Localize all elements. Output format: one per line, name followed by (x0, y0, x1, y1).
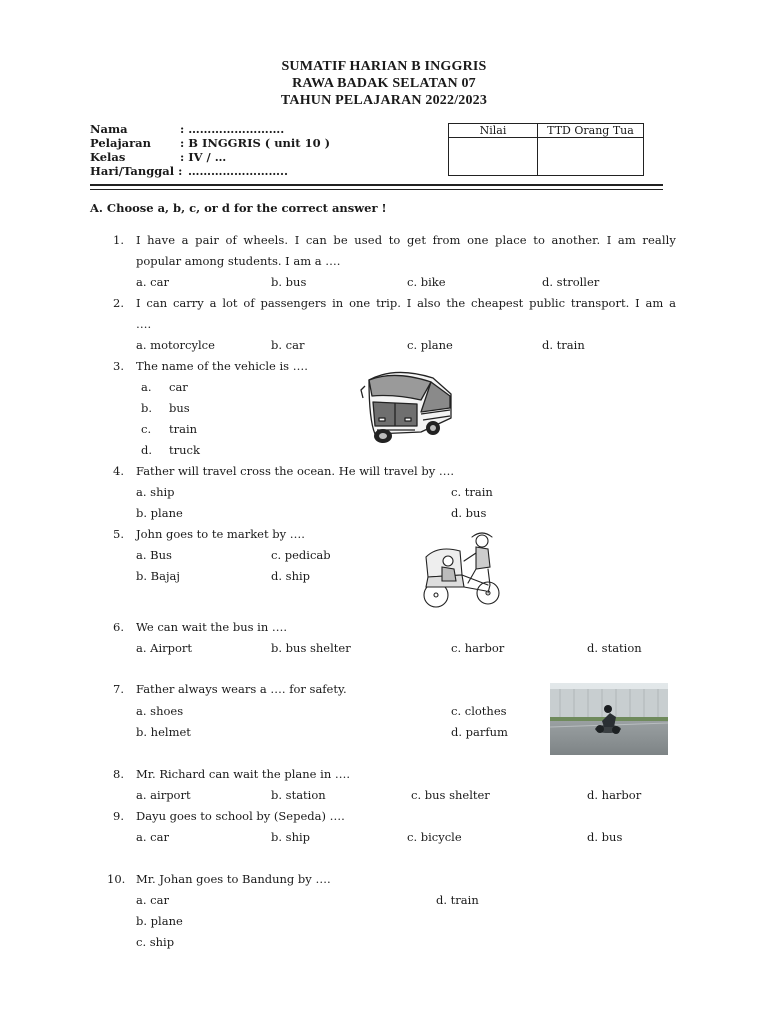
q7-number: 7. (113, 682, 124, 696)
q1-text: I have a pair of wheels. I can be used to get from one place to another. I am really (136, 233, 676, 247)
q10-option-a[interactable]: a. car (136, 893, 169, 907)
q5-option-c[interactable]: c. pedicab (271, 548, 331, 562)
q2-option-c[interactable]: c. plane (407, 338, 453, 352)
title-line-1: SUMATIF HARIAN B INGGRIS (281, 59, 487, 74)
q3-option-c[interactable]: train (169, 422, 198, 436)
q8-number: 8. (113, 767, 124, 781)
q10-option-d[interactable]: d. train (436, 893, 479, 907)
q2-option-d[interactable]: d. train (542, 338, 585, 352)
q6-number: 6. (113, 620, 124, 634)
q2-text-cont: …. (136, 317, 152, 331)
q10-text: Mr. Johan goes to Bandung by …. (136, 872, 331, 886)
q1-option-b[interactable]: b. bus (271, 275, 307, 289)
section-a-instruction: A. Choose a, b, c, or d for the correct answer ! (90, 201, 387, 215)
q5-option-a[interactable]: a. Bus (136, 548, 172, 562)
q3-text: The name of the vehicle is …. (136, 359, 308, 373)
q3-number: 3. (113, 359, 124, 373)
kelas-value: : IV / … (180, 150, 227, 164)
q7-text: Father always wears a …. for safety. (136, 682, 347, 696)
q9-number: 9. (113, 809, 124, 823)
kelas-label: Kelas (90, 150, 126, 164)
q1-option-d[interactable]: d. stroller (542, 275, 600, 289)
q8-text: Mr. Richard can wait the plane in …. (136, 767, 351, 781)
q8-option-a[interactable]: a. airport (136, 788, 191, 802)
q5-option-d[interactable]: d. ship (271, 569, 311, 583)
nilai-header: Nilai (449, 124, 538, 138)
q4-option-a[interactable]: a. ship (136, 485, 175, 499)
q1-option-c[interactable]: c. bike (407, 275, 446, 289)
q8-option-c[interactable]: c. bus shelter (411, 788, 490, 802)
q1-number: 1. (113, 233, 124, 247)
q7-option-b[interactable]: b. helmet (136, 725, 191, 739)
q1-option-a[interactable]: a. car (136, 275, 169, 289)
q5-option-b[interactable]: b. Bajaj (136, 569, 180, 583)
q4-option-c[interactable]: c. train (451, 485, 493, 499)
grade-table (448, 123, 644, 176)
motorcycle-photo (550, 683, 668, 755)
nama-label: Nama (90, 122, 128, 136)
nilai-cell (449, 138, 538, 176)
q6-text: We can wait the bus in …. (136, 620, 288, 634)
title-line-2: RAWA BADAK SELATAN 07 (292, 76, 476, 91)
q10-number: 10. (107, 872, 126, 886)
q3-option-a[interactable]: car (169, 380, 188, 394)
q1-text-cont: popular among students. I am a …. (136, 254, 341, 268)
q3-option-a-letter[interactable]: a. (141, 380, 152, 394)
q3-option-d[interactable]: truck (169, 443, 200, 457)
q2-option-a[interactable]: a. motorcylce (136, 338, 215, 352)
q9-option-a[interactable]: a. car (136, 830, 169, 844)
q5-text: John goes to te market by …. (136, 527, 305, 541)
q4-text: Father will travel cross the ocean. He will travel by …. (136, 464, 455, 478)
hari-value: …………………….. (188, 164, 289, 178)
q10-option-b[interactable]: b. plane (136, 914, 183, 928)
q9-option-b[interactable]: b. ship (271, 830, 311, 844)
q4-option-d[interactable]: d. bus (451, 506, 487, 520)
q7-option-c[interactable]: c. clothes (451, 704, 507, 718)
pelajaran-value: : B INGGRIS ( unit 10 ) (180, 136, 331, 150)
q3-option-c-letter[interactable]: c. (141, 422, 152, 436)
pedicab-image (418, 527, 504, 611)
q6-option-d[interactable]: d. station (587, 641, 642, 655)
q3-option-b-letter[interactable]: b. (141, 401, 153, 415)
hari-label: Hari/Tanggal : (90, 164, 183, 178)
header-rule-thin (90, 189, 663, 190)
pelajaran-label: Pelajaran (90, 136, 151, 150)
q2-option-b[interactable]: b. car (271, 338, 305, 352)
q9-option-d[interactable]: d. bus (587, 830, 623, 844)
q8-option-d[interactable]: d. harbor (587, 788, 642, 802)
bus-image (355, 360, 455, 444)
q8-option-b[interactable]: b. station (271, 788, 326, 802)
header-rule-thick (90, 184, 663, 186)
q3-option-b[interactable]: bus (169, 401, 190, 415)
q2-text: I can carry a lot of passengers in one trip. I also the cheapest public transport. I am a (136, 296, 676, 310)
q9-text: Dayu goes to school by (Sepeda) …. (136, 809, 345, 823)
q4-option-b[interactable]: b. plane (136, 506, 183, 520)
q6-option-a[interactable]: a. Airport (136, 641, 193, 655)
q7-option-d[interactable]: d. parfum (451, 725, 508, 739)
ttd-header: TTD Orang Tua (538, 124, 644, 138)
title-line-3: TAHUN PELAJARAN 2022/2023 (280, 93, 488, 108)
q6-option-c[interactable]: c. harbor (451, 641, 505, 655)
q6-option-b[interactable]: b. bus shelter (271, 641, 351, 655)
q3-option-d-letter[interactable]: d. (141, 443, 153, 457)
q4-number: 4. (113, 464, 124, 478)
q2-number: 2. (113, 296, 124, 310)
q5-number: 5. (113, 527, 124, 541)
q9-option-c[interactable]: c. bicycle (407, 830, 462, 844)
q10-option-c[interactable]: c. ship (136, 935, 175, 949)
ttd-cell (538, 138, 644, 176)
nama-value: : ……………………. (180, 122, 285, 136)
q7-option-a[interactable]: a. shoes (136, 704, 184, 718)
